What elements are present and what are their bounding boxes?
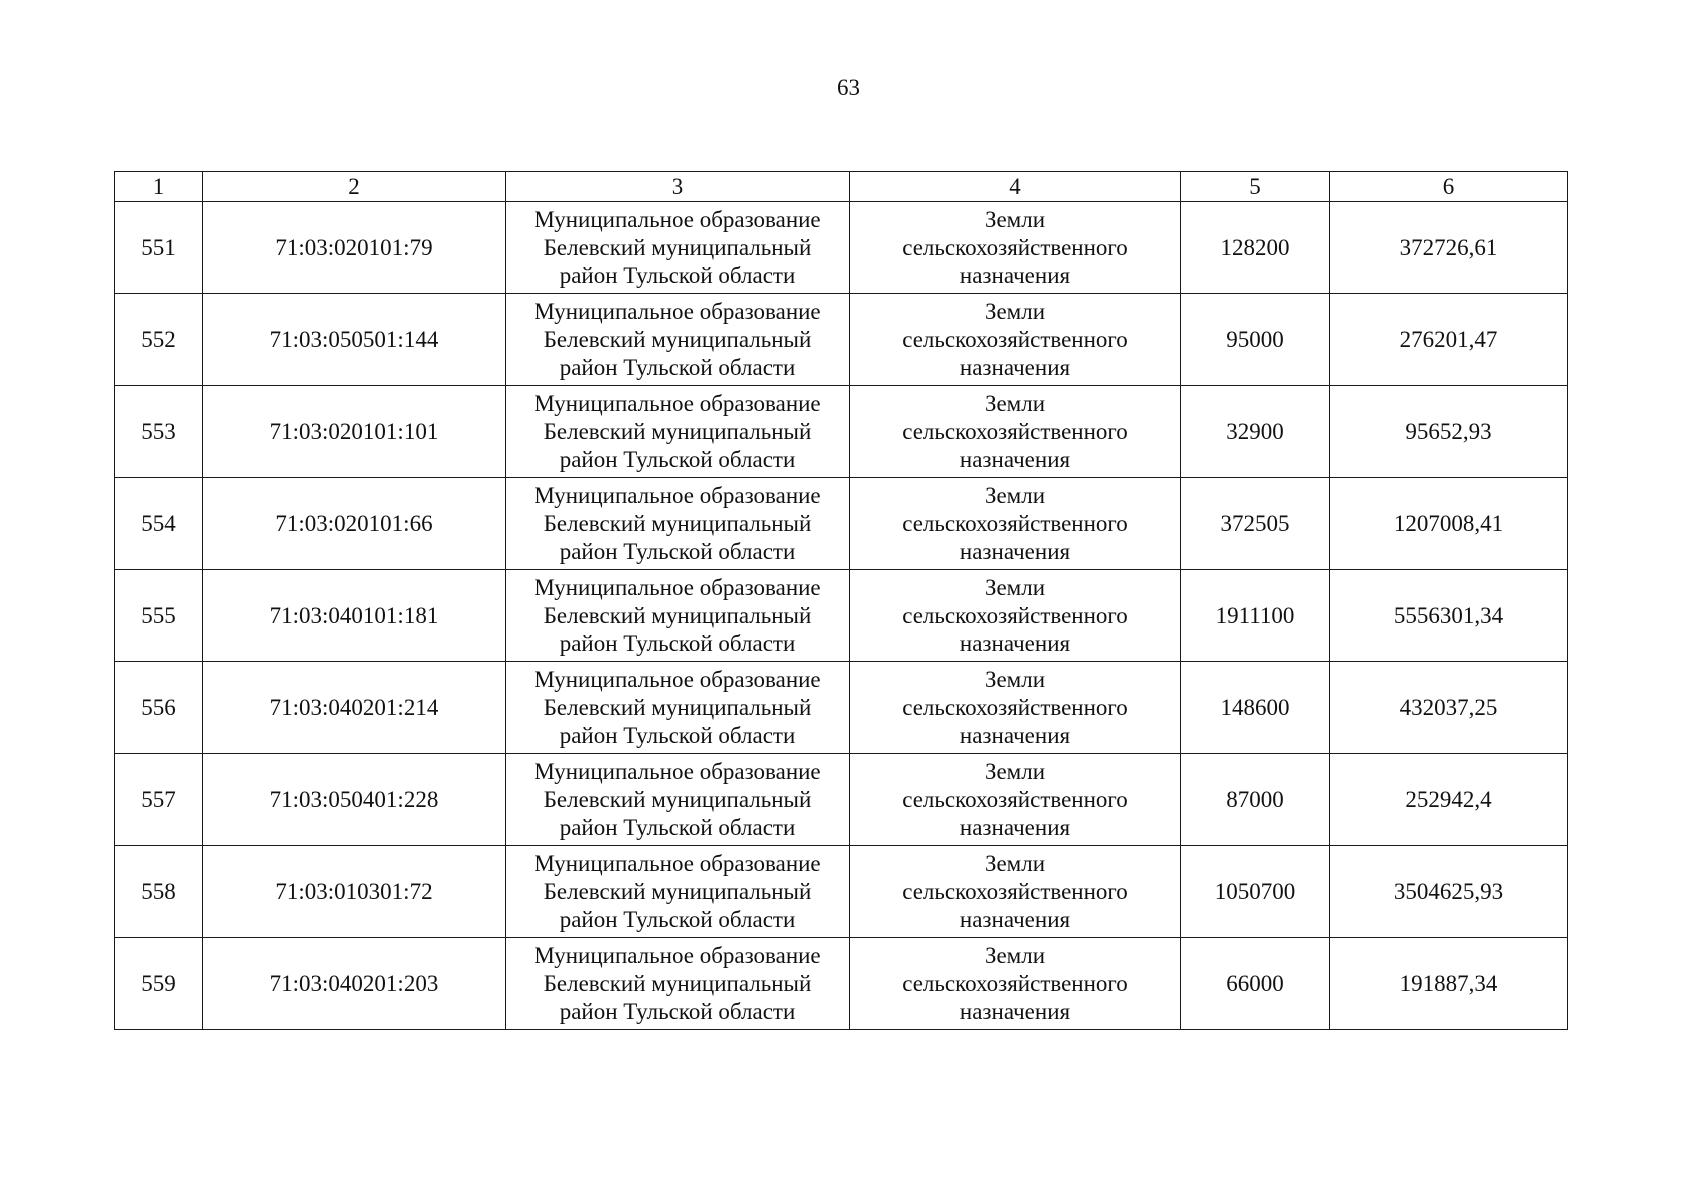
row-number: 557 [115,754,203,846]
owner-cell: Муниципальное образование Белевский муниципальный район Тульской области [506,846,850,938]
area-cell: 1050700 [1181,846,1330,938]
column-header-5: 5 [1181,172,1330,202]
column-header-6: 6 [1330,172,1568,202]
land-category-cell: Земли сельскохозяйственного назначения [850,478,1181,570]
table-row [115,570,1568,662]
column-header-1: 1 [115,172,203,202]
land-category-cell: Земли сельскохозяйственного назначения [850,754,1181,846]
row-number: 553 [115,386,203,478]
area-cell: 372505 [1181,478,1330,570]
row-number: 551 [115,202,203,294]
page-number: 63 [837,75,860,100]
value-cell: 191887,34 [1330,938,1568,1030]
land-category-cell: Земли сельскохозяйственного назначения [850,846,1181,938]
row-number: 556 [115,662,203,754]
owner-cell: Муниципальное образование Белевский муниципальный район Тульской области [506,386,850,478]
land-category-cell: Земли сельскохозяйственного назначения [850,570,1181,662]
value-cell: 276201,47 [1330,294,1568,386]
value-cell: 252942,4 [1330,754,1568,846]
row-number: 558 [115,846,203,938]
row-number: 555 [115,570,203,662]
cadastral-number: 71:03:050501:144 [203,294,506,386]
land-category-cell: Земли сельскохозяйственного назначения [850,294,1181,386]
area-cell: 1911100 [1181,570,1330,662]
area-cell: 128200 [1181,202,1330,294]
row-number: 552 [115,294,203,386]
table-row [115,478,1568,570]
owner-cell: Муниципальное образование Белевский муниципальный район Тульской области [506,754,850,846]
land-category-cell: Земли сельскохозяйственного назначения [850,202,1181,294]
row-number: 559 [115,938,203,1030]
value-cell: 5556301,34 [1330,570,1568,662]
land-category-cell: Земли сельскохозяйственного назначения [850,386,1181,478]
cadastral-number: 71:03:040101:181 [203,570,506,662]
cadastral-number: 71:03:020101:66 [203,478,506,570]
value-cell: 372726,61 [1330,202,1568,294]
area-cell: 66000 [1181,938,1330,1030]
cadastral-number: 71:03:020101:101 [203,386,506,478]
area-cell: 148600 [1181,662,1330,754]
cadastral-number: 71:03:050401:228 [203,754,506,846]
table-row [115,662,1568,754]
land-category-cell: Земли сельскохозяйственного назначения [850,662,1181,754]
owner-cell: Муниципальное образование Белевский муниципальный район Тульской области [506,938,850,1030]
owner-cell: Муниципальное образование Белевский муниципальный район Тульской области [506,662,850,754]
value-cell: 3504625,93 [1330,846,1568,938]
owner-cell: Муниципальное образование Белевский муниципальный район Тульской области [506,570,850,662]
area-cell: 95000 [1181,294,1330,386]
cadastral-number: 71:03:040201:214 [203,662,506,754]
value-cell: 95652,93 [1330,386,1568,478]
table-row [115,754,1568,846]
header-row [115,172,1568,202]
row-number: 554 [115,478,203,570]
value-cell: 432037,25 [1330,662,1568,754]
table-row [115,202,1568,294]
cadastral-number: 71:03:040201:203 [203,938,506,1030]
column-header-4: 4 [850,172,1181,202]
owner-cell: Муниципальное образование Белевский муниципальный район Тульской области [506,202,850,294]
land-registry-table [114,171,1568,1030]
land-category-cell: Земли сельскохозяйственного назначения [850,938,1181,1030]
column-header-3: 3 [506,172,850,202]
table-row [115,846,1568,938]
area-cell: 32900 [1181,386,1330,478]
value-cell: 1207008,41 [1330,478,1568,570]
cadastral-number: 71:03:010301:72 [203,846,506,938]
owner-cell: Муниципальное образование Белевский муниципальный район Тульской области [506,478,850,570]
table-row [115,294,1568,386]
table-row [115,386,1568,478]
owner-cell: Муниципальное образование Белевский муниципальный район Тульской области [506,294,850,386]
column-header-2: 2 [203,172,506,202]
area-cell: 87000 [1181,754,1330,846]
table-row [115,938,1568,1030]
cadastral-number: 71:03:020101:79 [203,202,506,294]
